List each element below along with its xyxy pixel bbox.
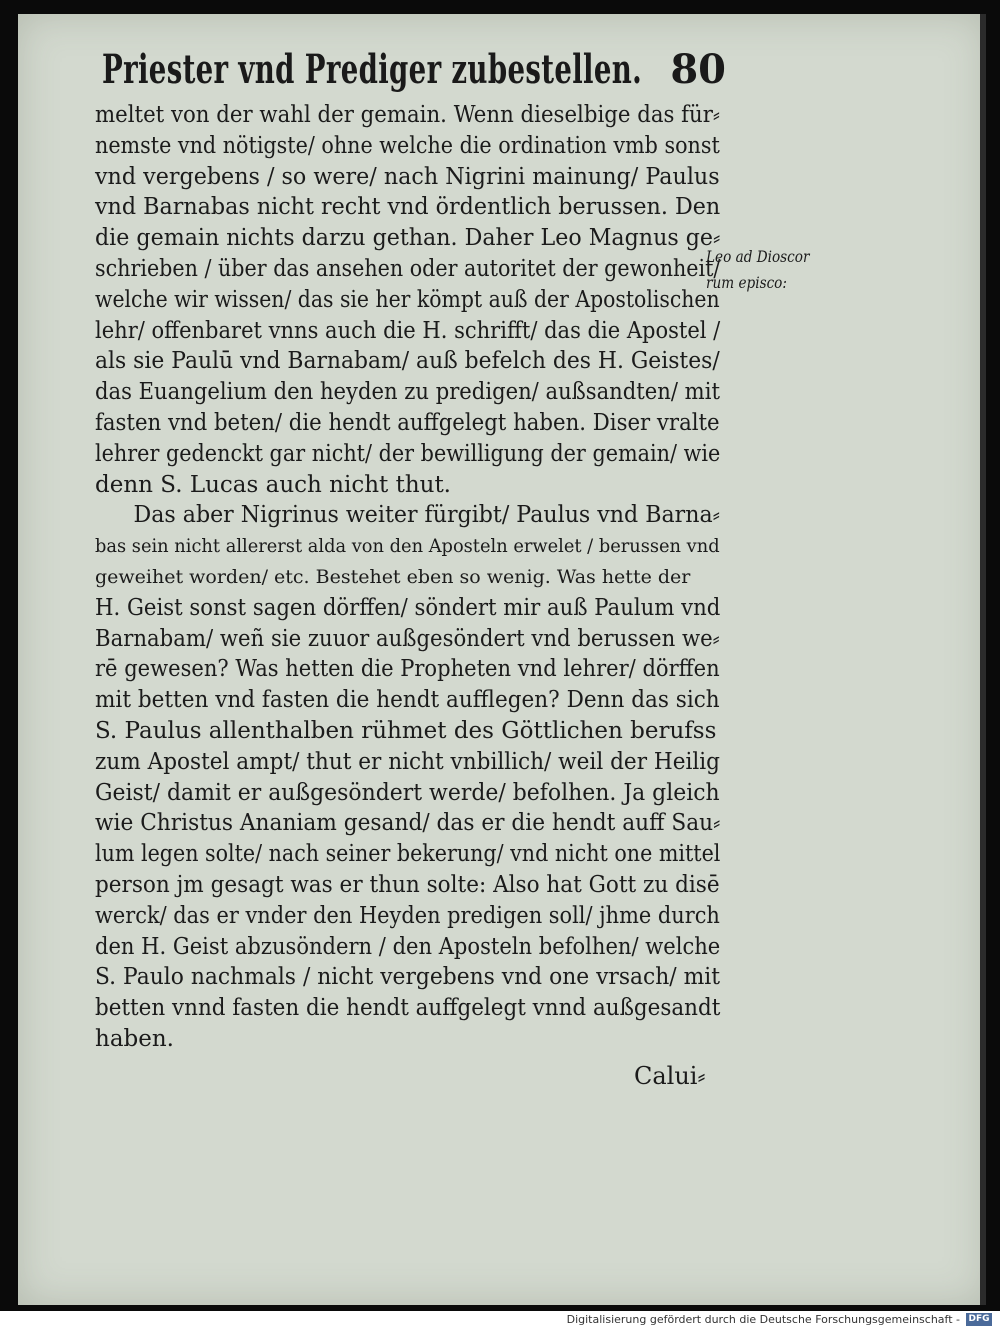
page-header [102,46,726,102]
footer [0,1311,1000,1329]
body-text [95,100,725,1055]
text-line: das Euangelium den heyden zu predigen/ außsandten/ mit [95,379,720,406]
page-number: 80 [670,46,726,93]
text-line: schrieben / über das ansehen oder autoritet der gewonheit/ [95,255,721,282]
footer-credit: Digitalisierung gefördert durch die Deutsche Forschungsgemeinschaft - [566,1313,960,1326]
margin-note-line: rum episco: [706,273,787,292]
text-line: betten vnnd fasten die hendt auffgelegt vnnd außgesandt [95,995,721,1022]
text-line: H. Geist sonst sagen dörffen/ söndert mir auß Paulum vnd [95,594,721,621]
text-line: S. Paulo nachmals / nicht vergebens vnd one vrsach/ mit [95,964,721,991]
text-line: lehrer gedenckt gar nicht/ der bewilligung der gemain/ wie [95,440,721,467]
text-line: Barnabam/ weñ sie zuuor außgesöndert vnd berussen we⸗ [95,625,720,652]
text-line: mit betten vnd fasten die hendt aufflegen? Denn das sich [95,687,720,714]
text-line: Das aber Nigrinus weiter fürgibt/ Paulus vnd Barna⸗ [133,502,721,529]
text-line: als sie Paulū vnd Barnabam/ auß befelch des H. Geistes/ [95,348,720,375]
text-line: die gemain nichts darzu gethan. Daher Leo Magnus ge⸗ [95,225,721,252]
text-line: bas sein nicht allererst alda von den Aposteln erwelet / berussen vnd [95,535,720,558]
text-line: meltet von der wahl der gemain. Wenn dieselbige das für⸗ [95,102,720,128]
text-line: person jm gesagt was er thun solte: Also hat Gott zu disē [95,871,720,898]
text-line: welche wir wissen/ das sie her kömpt auß der Apostolischen [95,286,720,313]
text-line: werck/ das er vnder den Heyden predigen soll/ jhme durch [95,902,720,929]
text-line: den H. Geist abzusöndern / den Aposteln befolhen/ welche [95,933,721,960]
text-line: rē gewesen? Was hetten die Propheten vnd lehrer/ dörffen [95,656,720,683]
text-line: S. Paulus allenthalben rühmet des Göttlichen berufss [95,717,717,744]
text-line: geweihet worden/ etc. Bestehet eben so wenig. Was hette der [95,565,691,588]
running-head: Priester vnd Prediger zubestellen. [102,46,643,93]
page-edge-shadow [980,14,986,1305]
text-line: nemste vnd nötigste/ ohne welche die ordination vmb sonst [95,132,720,159]
text-line: wie Christus Ananiam gesand/ das er die hendt auff Sau⸗ [95,810,721,837]
text-line: vnd vergebens / so were/ nach Nigrini mainung/ Paulus [95,163,720,190]
text-line: Geist/ damit er außgesöndert werde/ befolhen. Ja gleich [95,779,720,806]
text-line: haben. [95,1025,174,1052]
text-line: lehr/ offenbaret vnns auch die H. schrifft/ das die Apostel / [95,317,721,344]
text-line: vnd Barnabas nicht recht vnd ördentlich berussen. Den [95,194,721,221]
text-line: zum Apostel ampt/ thut er nicht vnbillich/ weil der Heilig [95,748,720,775]
dfg-logo: DFG [966,1313,992,1326]
text-line: fasten vnd beten/ die hendt auffgelegt haben. Diser vralte [95,409,720,436]
margin-note-line: Leo ad Dioscor [706,247,810,266]
catchword: Calui⸗ [634,1062,706,1090]
text-line: lum legen solte/ nach seiner bekerung/ vnd nicht one mittel [95,841,721,868]
text-line: denn S. Lucas auch nicht thut. [95,471,451,498]
margin-note [706,244,856,296]
